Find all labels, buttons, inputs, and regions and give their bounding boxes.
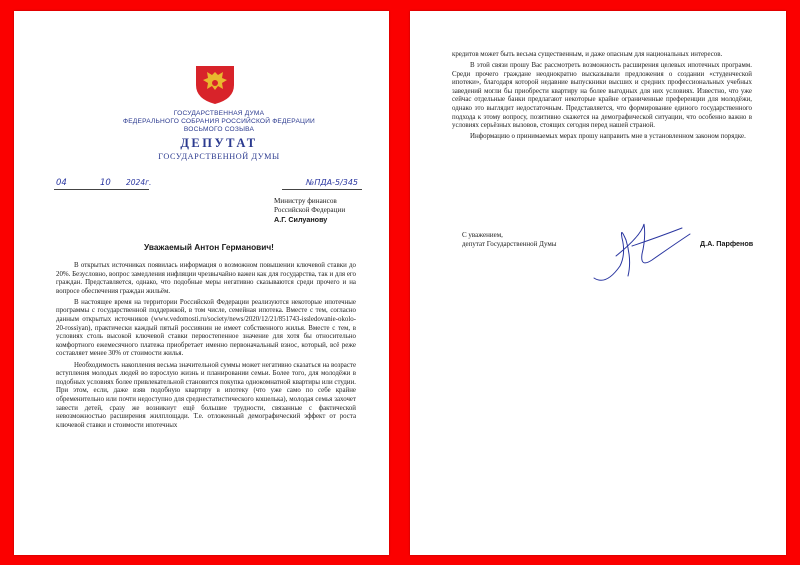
- date-year: 2024г.: [126, 178, 152, 187]
- coat-of-arms-emblem: [192, 63, 238, 105]
- addressee-line2: Российской Федерации: [274, 206, 346, 215]
- header-deputat: ДЕПУТАТ: [180, 136, 258, 150]
- handwritten-signature: [586, 216, 696, 288]
- greeting: Уважаемый Антон Германович!: [144, 242, 274, 252]
- paragraph: В настоящее время на территории Российской Федерации реализуются некоторые ипотечные программы с государственной поддержкой, в том числе, семейная ипотека. Вместе с тем, согласно данным открытых источников (www.vedomosti.ru/society/news/2020/12/21/851743-issledovanie-okolo-20-rossiyan), практически каждый пятый россиянин не имеет собственного жилья. Вместе с тем, в условиях столь высокой ключевой ставки первостепенное значение для хотя бы относительно комфортного ежемесячного платежа приобретает именно первоначальный взнос, который, всё реже составляет менее 30% от стоимости жилья.: [56, 298, 356, 358]
- doc-number: №ПДА-5/345: [306, 178, 358, 187]
- header-deputat-sub: ГОСУДАРСТВЕННОЙ ДУМЫ: [158, 152, 280, 161]
- signatory-name: Д.А. Парфенов: [700, 239, 754, 248]
- header-duma: ГОСУДАРСТВЕННАЯ ДУМА: [173, 110, 265, 117]
- header-assembly: ФЕДЕРАЛЬНОГО СОБРАНИЯ РОССИЙСКОЙ ФЕДЕРАЦИИ: [123, 118, 315, 125]
- closing-block: [462, 231, 556, 249]
- page1-body: [56, 262, 356, 433]
- paragraph: кредитов может быть весьма существенным, и даже опасным для национальных интересов.: [452, 51, 723, 58]
- addressee: [274, 197, 384, 226]
- date-month: 10: [100, 178, 111, 188]
- paragraph: В этой связи прошу Вас рассмотреть возможность расширения целевых ипотечных программ. Среди прочего граждане неоднократно высказывали предложения о создании «студенческой ипотеки», благодаря которой недавние выпускники высших и средних профессиональных учебных заведений могли бы приобрести квартиру на более выгодных для них условиях. Известно, что уже сейчас отдельные банки предлагают некоторые крайне ограниченные преференции для молодёжи, однако это выглядит недостаточным. Представляется, что формирование единого государственного подхода к этому вопросу, позитивно скажется на демографической ситуации, что особенно важно в условиях серьёзных вызовов, стоящих сегодня перед нашей страной.: [452, 62, 752, 130]
- letter-page-1: [14, 11, 389, 555]
- paragraph: Необходимость накопления весьма значительной суммы может негативно сказаться на возрасте вступления молодых людей во взрослую жизнь и планировании семьи. Более того, для молодёжи в подобных условиях более привлекательной становится покупка однокомнатной квартиры или студии. При этом, если, даже взяв подобную квартиру в ипотеку (что уже само по себе крайне обременительно или почти недоступно для среднестатистического кошелька), молодая семья захочет завести детей, сразу же возникнут ещё большие трудности, связанные с фактической невозможностью расширения жилплощади. Т.е. отложенный демографический эффект от роста ключевой ставки и стоимости ипотечных: [56, 361, 356, 429]
- number-line: [282, 189, 362, 190]
- date-line: [54, 189, 149, 190]
- paragraph: Информацию о принимаемых мерах прошу направить мне в установленном законом порядке.: [470, 133, 746, 141]
- page2-body: [452, 51, 752, 144]
- header-convocation: ВОСЬМОГО СОЗЫВА: [183, 126, 255, 133]
- addressee-line1: Министру финансов: [274, 197, 337, 205]
- addressee-name: А.Г. Силуанову: [274, 215, 328, 225]
- date-day: 04: [56, 178, 67, 188]
- letter-page-2: [410, 11, 786, 555]
- paragraph: В открытых источниках появилась информация о возможном повышении ключевой ставки до 20%. Безусловно, вопрос замедления инфляции чрезвычайно важен как для государства, так и для его граждан. Представляется, однако, что подобные меры негативно сказываются среди прочего и на вопросе обеспечения граждан жильём.: [56, 262, 356, 295]
- closing-regards: С уважением,: [462, 231, 503, 239]
- closing-position: депутат Государственной Думы: [462, 239, 557, 248]
